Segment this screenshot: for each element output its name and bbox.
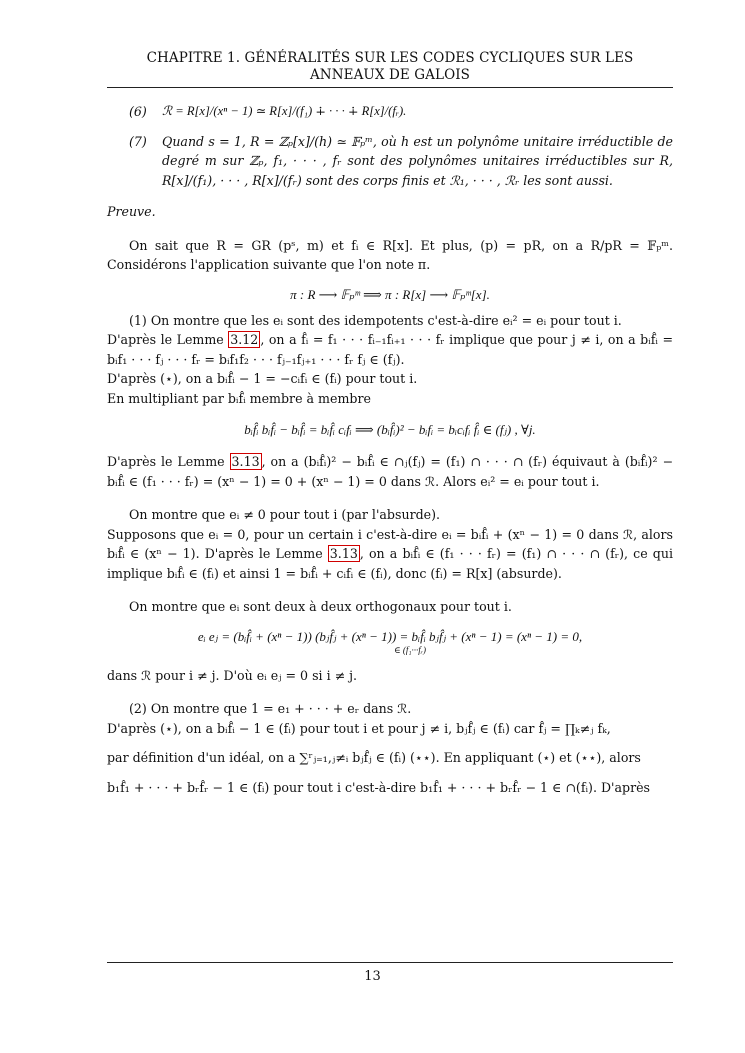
display-equation-3: eᵢ eⱼ = (bᵢf̂ᵢ + (xⁿ − 1)) (bⱼf̂ⱼ + (xⁿ − 1)) = bᵢf̂ᵢ bⱼf̂ⱼ + (xⁿ − 1) = (xⁿ − 1) = 0, bbox=[197, 628, 583, 644]
item-number: (7) bbox=[129, 133, 147, 149]
lemma-link-3-13[interactable]: 3.13 bbox=[231, 454, 260, 469]
text: , on a f̂ᵢ = f₁ · · · fᵢ₋₁fᵢ₊₁ · · · fᵣ implique que pour j ≠ i, on a bᵢf̂ᵢ = bᵢf₁ · · · fⱼ · · · fᵣ = bᵢf₁f₂ · · · fⱼ₋₁fⱼ₊₁ · · · fᵣ fⱼ ∈ (fⱼ). bbox=[107, 332, 673, 367]
item-text: ℛ = R[x]/(xⁿ − 1) ≃ R[x]/(f₁) ∔ · · · ∔ R[x]/(fᵣ). bbox=[162, 104, 407, 118]
paragraph-2d: En multipliant par bᵢf̂ᵢ membre à membre bbox=[107, 390, 371, 406]
text: D'après le Lemme bbox=[107, 332, 229, 347]
display-equation-2: bᵢf̂ᵢ bᵢf̂ᵢ − bᵢf̂ᵢ = bᵢf̂ᵢ cᵢfᵢ ⟹ (bᵢf̂ᵢ)² − bᵢfᵢ = bᵢcᵢfᵢ f̂ᵢ ∈ (fⱼ) , ∀j. bbox=[244, 422, 536, 437]
underbrace-label: ∈ (f₁···fᵣ) bbox=[393, 644, 426, 655]
page-number: 13 bbox=[364, 969, 381, 984]
text: , on a bᵢf̂ᵢ ∈ (f₁ · · · fᵣ) = (f₁) ∩ · · · ∩ (fᵣ), ce qui implique bᵢf̂ᵢ ∈ (fᵢ) et ainsi 1 = bᵢf̂ᵢ + cᵢfᵢ ∈ (fᵢ), donc (fᵢ) = R[x] (absurde). bbox=[107, 546, 673, 581]
page-body bbox=[107, 50, 673, 797]
paragraph-2c: D'après (⋆), on a bᵢf̂ᵢ − 1 = −cᵢfᵢ ∈ (fᵢ) pour tout i. bbox=[107, 371, 418, 386]
lemma-link-3-13b[interactable]: 3.13 bbox=[329, 546, 358, 561]
paragraph-7d: b₁f̂₁ + · · · + bᵣf̂ᵣ − 1 ∈ (fᵢ) pour tout i c'est-à-dire b₁f̂₁ + · · · + bᵣf̂ᵣ − 1 ∈ ∩(fᵢ). D'après bbox=[107, 779, 651, 795]
paragraph-2b bbox=[107, 330, 673, 369]
text: D'après le Lemme bbox=[107, 454, 230, 469]
text: , on a (bᵢf̂ᵢ)² − bᵢf̂ᵢ ∈ ∩ⱼ(fⱼ) = (f₁) ∩ · · · ∩ (fᵣ) équivaut à (bᵢf̂ᵢ)² − bᵢf̂ᵢ ∈ (f₁ · · · fᵣ) = (xⁿ − 1) = 0 + (xⁿ − 1) = 0 dans ℛ. Alors eᵢ² = eᵢ pour tout i. bbox=[107, 454, 673, 489]
chapter-header bbox=[107, 50, 673, 84]
paragraph-4a: On montre que eᵢ ≠ 0 pour tout i (par l'absurde). bbox=[129, 507, 441, 522]
paragraph-1: On sait que R = GR (pˢ, m) et fᵢ ∈ R[x]. Et plus, (p) = pR, on a R/pR = 𝔽ₚᵐ. Considérons l'application suivante que l'on note π. bbox=[107, 237, 673, 272]
display-equation-1: π : R ⟶ 𝔽ₚᵐ ⟹ π : R[x] ⟶ 𝔽ₚᵐ[x]. bbox=[290, 286, 490, 302]
item-number: (6) bbox=[129, 104, 147, 119]
paragraph-7a: (2) On montre que 1 = e₁ + · · · + eᵣ dans ℛ. bbox=[129, 701, 412, 716]
text: Supposons que eᵢ = 0, pour un certain i c'est-à-dire eᵢ = bᵢf̂ᵢ + (xⁿ − 1) = 0 dans ℛ, alors bᵢf̂ᵢ ∈ (xⁿ − 1). D'après le Lemme bbox=[107, 526, 673, 561]
paragraph-7c: par définition d'un idéal, on a ∑ʳⱼ₌₁,ⱼ≠ᵢ bⱼf̂ⱼ ∈ (fᵢ) (⋆⋆). En appliquant (⋆) et (⋆⋆), alors bbox=[107, 750, 641, 765]
header-rule bbox=[107, 87, 673, 88]
paragraph-7b: D'après (⋆), on a bᵢf̂ᵢ − 1 ∈ (fᵢ) pour tout i et pour j ≠ i, bⱼf̂ⱼ ∈ (fᵢ) car f̂ⱼ = ∏ₖ≠ⱼ fₖ, bbox=[107, 720, 611, 736]
list-item-7 bbox=[107, 132, 673, 191]
footer-rule bbox=[107, 962, 673, 963]
header-line-2: ANNEAUX DE GALOIS bbox=[309, 67, 471, 83]
paragraph-4b bbox=[107, 525, 673, 584]
paragraph-2a: (1) On montre que les eᵢ sont des idempotents c'est-à-dire eᵢ² = eᵢ pour tout i. bbox=[129, 312, 622, 328]
header-line-1: CHAPITRE 1. GÉNÉRALITÉS SUR LES CODES CYCLIQUES SUR LES bbox=[146, 50, 634, 66]
proof-heading: Preuve. bbox=[107, 204, 156, 219]
lemma-link-3-12[interactable]: 3.12 bbox=[230, 332, 259, 347]
paragraph-6: dans ℛ pour i ≠ j. D'où eᵢ eⱼ = 0 si i ≠ j. bbox=[107, 667, 358, 683]
list-item-6 bbox=[107, 102, 673, 122]
paragraph-3 bbox=[107, 452, 673, 491]
item-text: Quand s = 1, R = ℤₚ[x]/(h) ≃ 𝔽ₚᵐ, où h est un polynôme unitaire irréductible de degré m sur ℤₚ, f₁, · · · , fᵣ sont des polynômes unitaires irréductibles sur R, R[x]/(f₁), · · · , R[x]/(fᵣ) sont des corps finis et ℛ₁, · · · , ℛᵣ les sont aussi. bbox=[162, 133, 673, 188]
paragraph-5: On montre que eᵢ sont deux à deux orthogonaux pour tout i. bbox=[129, 599, 512, 614]
